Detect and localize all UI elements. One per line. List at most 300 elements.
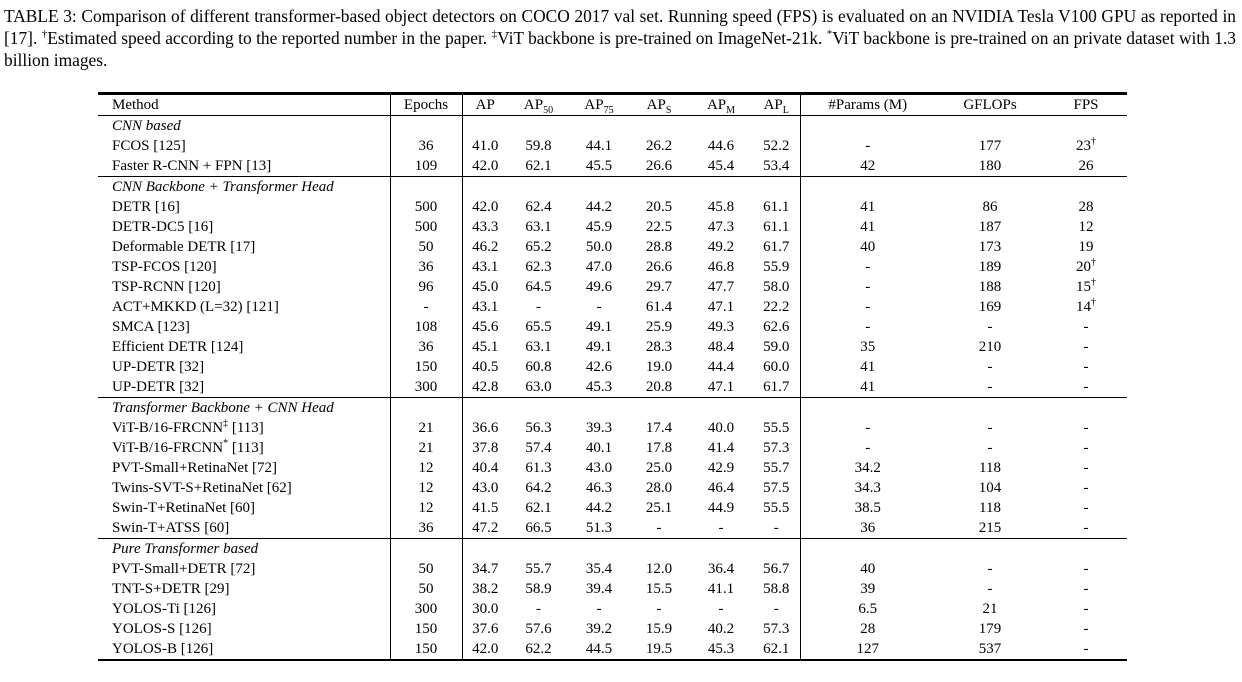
ap50-cell	[508, 438, 569, 458]
gflops-value: 187	[978, 219, 1002, 235]
ap50-value: 60.8	[525, 359, 552, 375]
apl-value: 55.5	[763, 500, 790, 516]
fps-value: -	[1083, 319, 1089, 335]
method-name: YOLOS-Ti [126]	[112, 601, 217, 617]
aps-cell	[629, 337, 689, 357]
epochs-value: 36	[418, 138, 434, 154]
ap50-cell	[508, 418, 569, 438]
ap75-cell	[569, 639, 629, 660]
ap50-cell	[508, 237, 569, 257]
ap-cell	[462, 418, 508, 438]
group-title	[98, 177, 390, 198]
apl-cell	[753, 418, 800, 438]
ap-value: 45.6	[472, 319, 499, 335]
ap-cell	[462, 337, 508, 357]
method-name: ViT-B/16-FRCNN	[112, 440, 224, 456]
gflops-cell	[935, 297, 1045, 317]
apl-cell	[753, 136, 800, 156]
gflops-value: 86	[982, 199, 998, 215]
ap75-value: 44.2	[585, 500, 613, 516]
table-row	[98, 498, 1127, 518]
apl-value: 58.8	[763, 581, 790, 597]
epochs-value: 12	[418, 460, 434, 476]
apl-value: 57.5	[763, 480, 790, 496]
group-spacer	[508, 539, 569, 560]
fps-cell	[1045, 639, 1127, 660]
ap50-value: 62.1	[525, 158, 552, 174]
col-apl: $AP_L$	[753, 94, 800, 116]
aps-value: 19.0	[645, 359, 673, 375]
apl-value: 60.0	[763, 359, 790, 375]
ap75-value: 42.6	[585, 359, 613, 375]
gflops-cell	[935, 217, 1045, 237]
gflops-value: 118	[979, 500, 1001, 516]
gflops-cell	[935, 257, 1045, 277]
ap75-value: 43.0	[585, 460, 613, 476]
ap75-value: 49.1	[585, 339, 613, 355]
group-spacer	[462, 116, 508, 137]
aps-cell	[629, 438, 689, 458]
aps-value: 28.8	[645, 239, 673, 255]
group-spacer	[629, 116, 689, 137]
aps-cell	[629, 518, 689, 539]
apl-value: 58.0	[763, 279, 790, 295]
apm-cell	[689, 297, 753, 317]
ap-cell	[462, 197, 508, 217]
ap75-cell	[569, 438, 629, 458]
fps-value: -	[1083, 339, 1089, 355]
ap50-value: -	[536, 299, 541, 315]
ap75-value: 47.0	[585, 259, 613, 275]
group-spacer	[753, 398, 800, 419]
aps-value: 26.6	[645, 259, 673, 275]
params-value: -	[865, 279, 871, 295]
epochs-value: 36	[418, 520, 434, 536]
aps-value: 17.8	[645, 440, 673, 456]
gflops-cell	[935, 518, 1045, 539]
apl-value: 55.7	[763, 460, 790, 476]
apm-cell	[689, 619, 753, 639]
ap-cell	[462, 156, 508, 177]
apm-cell	[689, 418, 753, 438]
ap50-cell	[508, 357, 569, 377]
fps-cell	[1045, 317, 1127, 337]
epochs-value: 50	[418, 561, 434, 577]
epochs-cell	[390, 418, 462, 438]
apm-value: -	[718, 601, 724, 617]
fps-cell	[1045, 599, 1127, 619]
ap75-cell	[569, 377, 629, 398]
gflops-value: 188	[978, 279, 1002, 295]
group-header-row	[98, 398, 1127, 419]
group-spacer	[753, 177, 800, 198]
apm-cell	[689, 458, 753, 478]
aps-value: -	[656, 601, 662, 617]
aps-cell	[629, 257, 689, 277]
gflops-cell	[935, 337, 1045, 357]
params-cell	[800, 317, 935, 337]
method-name: ACT+MKKD (L=32) [121]	[112, 299, 279, 315]
gflops-cell	[935, 317, 1045, 337]
ap75-cell	[569, 478, 629, 498]
apm-value: -	[718, 520, 724, 536]
ap50-cell	[508, 156, 569, 177]
ap50-value: -	[536, 601, 541, 617]
apm-value: 40.0	[707, 420, 735, 436]
ap-cell	[462, 357, 508, 377]
fps-cell	[1045, 438, 1127, 458]
params-value: 40	[860, 239, 876, 255]
apl-cell	[753, 297, 800, 317]
ap50-cell	[508, 197, 569, 217]
epochs-cell	[390, 277, 462, 297]
params-value: -	[865, 440, 871, 456]
ap-value: 37.6	[472, 621, 499, 637]
method-cell	[98, 418, 390, 438]
apl-value: 52.2	[763, 138, 790, 154]
group-title-text: CNN based	[112, 118, 181, 134]
apm-value: 46.8	[707, 259, 735, 275]
method-cell	[98, 136, 390, 156]
ap-cell	[462, 458, 508, 478]
ap75-value: 39.2	[585, 621, 613, 637]
ap75-value: 44.2	[585, 199, 613, 215]
table-row	[98, 619, 1127, 639]
group-header-row	[98, 539, 1127, 560]
fps-mark: †	[1091, 136, 1096, 147]
gflops-value: 104	[978, 480, 1002, 496]
apm-cell	[689, 317, 753, 337]
ap-value: 45.0	[472, 279, 499, 295]
epochs-value: 12	[418, 480, 434, 496]
apm-value: 42.9	[707, 460, 735, 476]
params-cell	[800, 639, 935, 660]
gflops-cell	[935, 498, 1045, 518]
aps-cell	[629, 478, 689, 498]
ap-value: 40.5	[472, 359, 499, 375]
ap75-value: 39.3	[585, 420, 613, 436]
aps-value: 17.4	[645, 420, 673, 436]
group-title-text: CNN Backbone + Transformer Head	[112, 179, 334, 195]
gflops-cell	[935, 136, 1045, 156]
aps-value: 15.9	[645, 621, 673, 637]
method-cell	[98, 559, 390, 579]
params-value: 34.2	[854, 460, 881, 476]
aps-cell	[629, 619, 689, 639]
aps-cell	[629, 217, 689, 237]
ap-value: 43.1	[472, 259, 499, 275]
ap75-value: 45.9	[585, 219, 613, 235]
aps-cell	[629, 297, 689, 317]
group-spacer	[462, 177, 508, 198]
fps-value: 14	[1076, 299, 1091, 315]
ap75-cell	[569, 277, 629, 297]
params-cell	[800, 498, 935, 518]
fps-mark: †	[1091, 257, 1096, 268]
method-cell	[98, 438, 390, 458]
ap75-cell	[569, 257, 629, 277]
group-spacer	[629, 539, 689, 560]
fps-value: -	[1083, 379, 1089, 395]
col-fps: FPS	[1073, 97, 1099, 113]
ap50-value: 61.3	[525, 460, 552, 476]
ap50-cell	[508, 458, 569, 478]
aps-cell	[629, 277, 689, 297]
ap-value: 41.5	[472, 500, 499, 516]
epochs-cell	[390, 297, 462, 317]
params-cell	[800, 197, 935, 217]
gflops-cell	[935, 418, 1045, 438]
params-cell	[800, 619, 935, 639]
ap-cell	[462, 498, 508, 518]
fps-cell	[1045, 377, 1127, 398]
ap50-value: 64.5	[525, 279, 552, 295]
params-value: 6.5	[858, 601, 878, 617]
ap-value: 45.1	[472, 339, 499, 355]
ap50-cell	[508, 257, 569, 277]
group-spacer	[462, 398, 508, 419]
table-row	[98, 136, 1127, 156]
gflops-cell	[935, 599, 1045, 619]
apl-value: 53.4	[763, 158, 790, 174]
method-cell	[98, 599, 390, 619]
gflops-value: 169	[978, 299, 1002, 315]
ap50-cell	[508, 297, 569, 317]
params-cell	[800, 518, 935, 539]
aps-cell	[629, 237, 689, 257]
table-row	[98, 377, 1127, 398]
params-value: -	[865, 299, 871, 315]
ap75-cell	[569, 217, 629, 237]
apl-value: 61.7	[763, 239, 790, 255]
method-cell	[98, 237, 390, 257]
epochs-value: 12	[418, 500, 434, 516]
ap75-value: 39.4	[585, 581, 613, 597]
params-cell	[800, 337, 935, 357]
gflops-cell	[935, 559, 1045, 579]
ap-value: 42.0	[472, 158, 499, 174]
ap50-value: 59.8	[525, 138, 552, 154]
ap75-cell	[569, 579, 629, 599]
epochs-cell	[390, 498, 462, 518]
apm-cell	[689, 478, 753, 498]
params-value: 28	[860, 621, 876, 637]
gflops-cell	[935, 377, 1045, 398]
ap75-value: 40.1	[585, 440, 613, 456]
col-params: #Params (M)	[828, 97, 908, 113]
apl-cell	[753, 197, 800, 217]
apl-value: 62.1	[763, 641, 790, 657]
group-title-text: Pure Transformer based	[112, 541, 259, 557]
fps-value: -	[1083, 561, 1089, 577]
aps-value: 22.5	[645, 219, 673, 235]
method-ref: [113]	[228, 420, 264, 436]
ap75-value: -	[596, 601, 602, 617]
params-cell	[800, 377, 935, 398]
epochs-value: 150	[414, 641, 438, 657]
fps-value: 12	[1078, 219, 1094, 235]
fps-cell	[1045, 277, 1127, 297]
epochs-value: 500	[414, 219, 438, 235]
group-spacer-epochs	[390, 177, 462, 198]
params-cell	[800, 156, 935, 177]
apl-cell	[753, 579, 800, 599]
group-spacer	[569, 116, 629, 137]
group-spacer	[800, 398, 935, 419]
aps-cell	[629, 579, 689, 599]
fps-value: 23	[1076, 138, 1091, 154]
fps-mark: †	[1091, 277, 1096, 288]
star-mark: *	[826, 28, 833, 41]
apl-value: 57.3	[763, 621, 790, 637]
fps-cell	[1045, 357, 1127, 377]
apl-cell	[753, 599, 800, 619]
epochs-cell	[390, 217, 462, 237]
apm-value: 36.4	[707, 561, 735, 577]
ap75-value: -	[596, 299, 602, 315]
epochs-cell	[390, 337, 462, 357]
fps-value: -	[1083, 641, 1089, 657]
epochs-cell	[390, 438, 462, 458]
aps-cell	[629, 559, 689, 579]
aps-value: 20.8	[645, 379, 673, 395]
aps-cell	[629, 357, 689, 377]
header-row	[98, 94, 1127, 116]
group-spacer	[508, 398, 569, 419]
fps-cell	[1045, 619, 1127, 639]
aps-value: 12.0	[645, 561, 673, 577]
method-ref: [113]	[228, 440, 264, 456]
aps-cell	[629, 377, 689, 398]
table-row	[98, 257, 1127, 277]
fps-value: -	[1083, 621, 1089, 637]
epochs-value: 50	[418, 581, 434, 597]
ap50-cell	[508, 217, 569, 237]
aps-value: 25.1	[645, 500, 673, 516]
ap-value: 42.8	[472, 379, 499, 395]
group-spacer	[800, 116, 935, 137]
params-cell	[800, 277, 935, 297]
method-name: UP-DETR [32]	[112, 379, 205, 395]
epochs-cell	[390, 237, 462, 257]
ap50-value: 63.1	[525, 339, 552, 355]
params-value: 36	[860, 520, 876, 536]
params-cell	[800, 297, 935, 317]
epochs-cell	[390, 156, 462, 177]
apl-value: 59.0	[763, 339, 790, 355]
method-name: TNT-S+DETR [29]	[112, 581, 230, 597]
fps-value: -	[1083, 601, 1089, 617]
method-cell	[98, 458, 390, 478]
comparison-table	[98, 92, 1127, 661]
ap50-value: 62.2	[525, 641, 552, 657]
aps-cell	[629, 136, 689, 156]
apl-cell	[753, 478, 800, 498]
table-row	[98, 297, 1127, 317]
caption-dagger-note: Estimated speed according to the reported number in the paper.	[47, 28, 492, 48]
group-spacer	[1045, 539, 1127, 560]
gflops-cell	[935, 458, 1045, 478]
apl-cell	[753, 559, 800, 579]
epochs-value: 96	[418, 279, 434, 295]
params-value: -	[865, 319, 871, 335]
fps-value: 15	[1076, 279, 1091, 295]
aps-cell	[629, 639, 689, 660]
ap50-value: 66.5	[525, 520, 552, 536]
col-apm: $AP_M$	[706, 97, 736, 116]
method-name: Deformable DETR [17]	[112, 239, 256, 255]
group-spacer	[1045, 177, 1127, 198]
table-row	[98, 337, 1127, 357]
params-value: 127	[856, 641, 879, 657]
method-name: Efficient DETR [124]	[112, 339, 244, 355]
gflops-value: 177	[978, 138, 1002, 154]
aps-value: 61.4	[645, 299, 673, 315]
apm-value: 47.3	[707, 219, 735, 235]
ap-cell	[462, 438, 508, 458]
ap-value: 46.2	[472, 239, 499, 255]
apm-cell	[689, 217, 753, 237]
apm-value: 48.4	[707, 339, 735, 355]
apm-cell	[689, 197, 753, 217]
method-name: DETR [16]	[112, 199, 180, 215]
gflops-value: -	[987, 359, 993, 375]
epochs-cell	[390, 559, 462, 579]
gflops-cell	[935, 579, 1045, 599]
method-cell	[98, 619, 390, 639]
apm-cell	[689, 357, 753, 377]
ap75-cell	[569, 458, 629, 478]
gflops-cell	[935, 639, 1045, 660]
fps-cell	[1045, 418, 1127, 438]
method-name: FCOS [125]	[112, 138, 186, 154]
group-spacer	[935, 398, 1045, 419]
ap50-cell	[508, 579, 569, 599]
ap75-cell	[569, 599, 629, 619]
gflops-value: 537	[978, 641, 1002, 657]
ap75-cell	[569, 337, 629, 357]
table-row	[98, 277, 1127, 297]
epochs-value: 21	[418, 440, 434, 456]
group-header-row	[98, 116, 1127, 137]
epochs-value: 300	[414, 601, 438, 617]
group-title-text: Transformer Backbone + CNN Head	[112, 400, 334, 416]
ap75-value: 49.1	[585, 319, 613, 335]
params-cell	[800, 579, 935, 599]
epochs-value: -	[423, 299, 429, 315]
group-spacer	[508, 116, 569, 137]
ap50-cell	[508, 136, 569, 156]
table-row	[98, 317, 1127, 337]
method-cell	[98, 357, 390, 377]
ap75-value: 44.1	[585, 138, 613, 154]
ap-value: 43.3	[472, 219, 499, 235]
params-value: 38.5	[854, 500, 881, 516]
ap-value: 36.6	[472, 420, 499, 436]
ap75-value: 44.5	[585, 641, 613, 657]
apm-value: 47.1	[707, 299, 735, 315]
apm-cell	[689, 498, 753, 518]
group-spacer	[753, 539, 800, 560]
method-name: YOLOS-S [126]	[112, 621, 212, 637]
gflops-value: 179	[978, 621, 1002, 637]
gflops-cell	[935, 197, 1045, 217]
ap-cell	[462, 136, 508, 156]
method-cell	[98, 337, 390, 357]
gflops-cell	[935, 438, 1045, 458]
ap-cell	[462, 478, 508, 498]
ap75-cell	[569, 297, 629, 317]
